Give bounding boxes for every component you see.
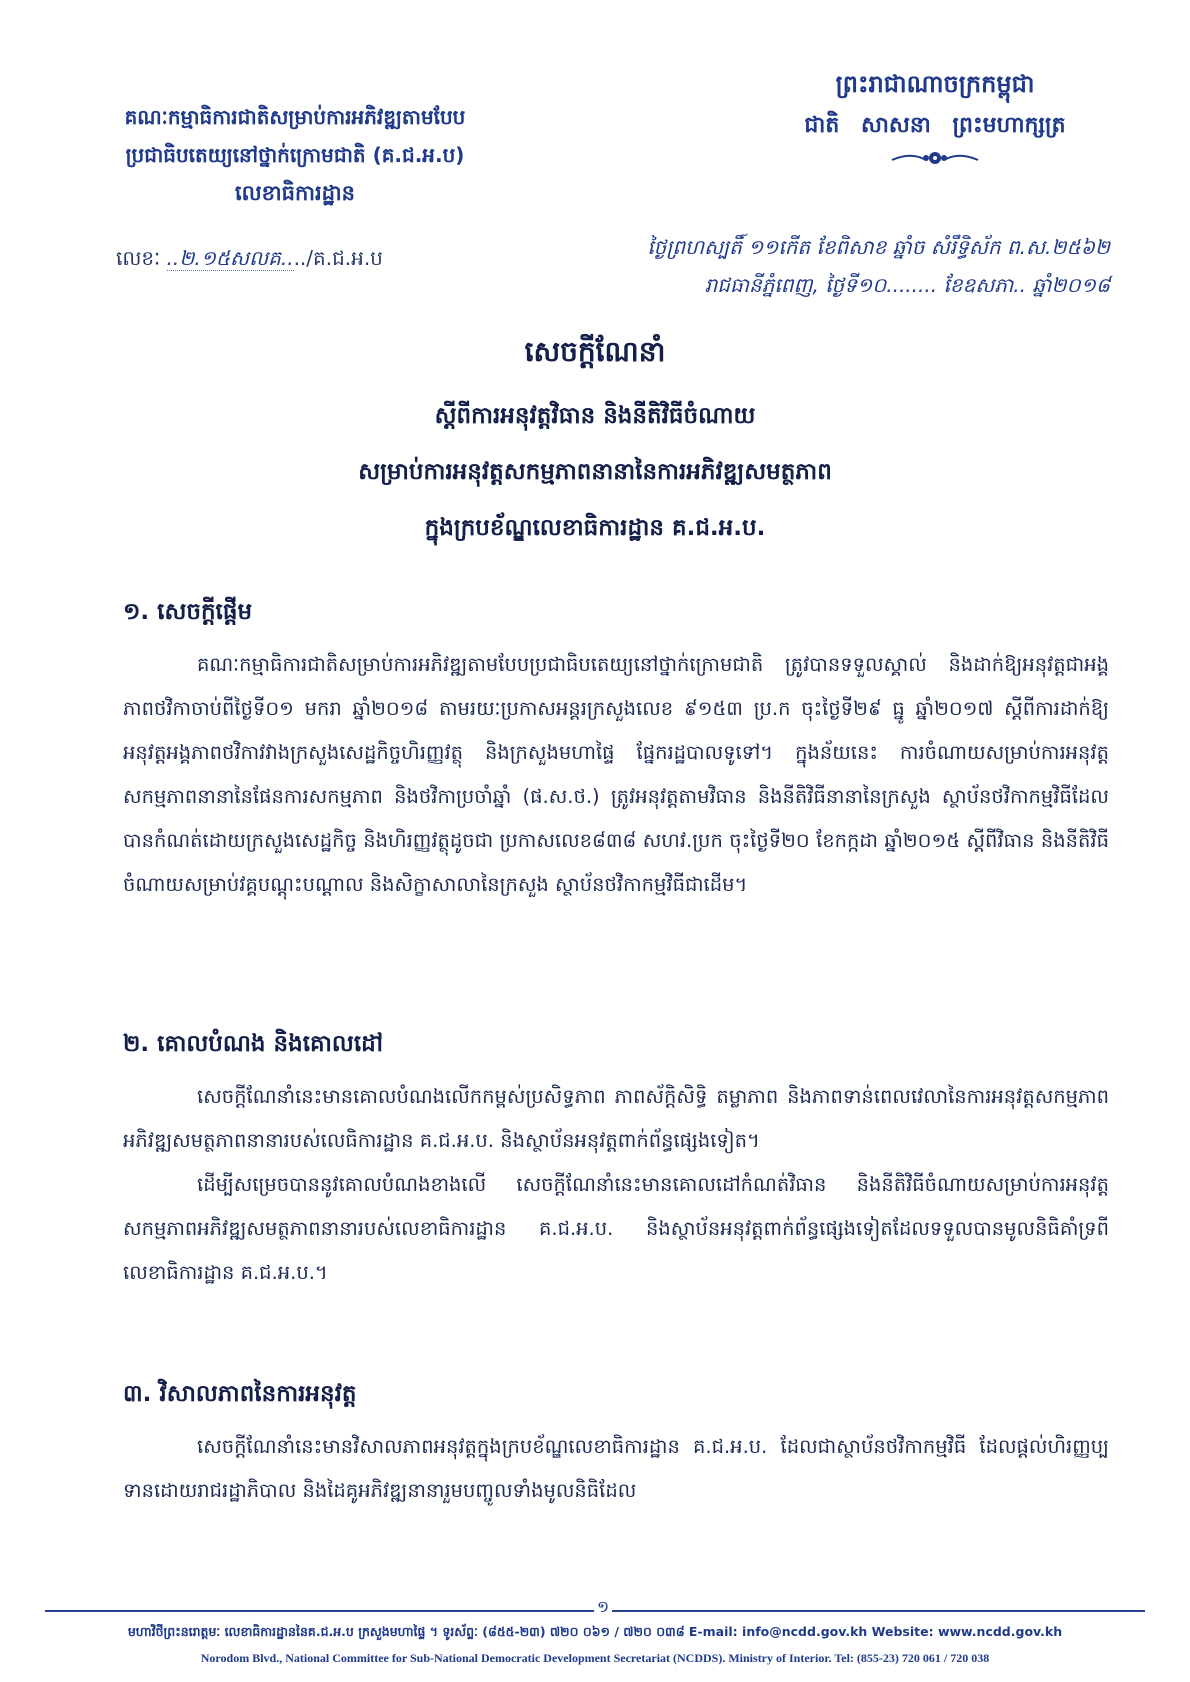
document-title: សេចក្តីណែនាំ [524,335,666,368]
issuer-block [60,98,530,212]
kingdom-title: ព្រះរាជាណាចក្រកម្ពុជា [835,70,1035,98]
page-number: ១ [594,1596,612,1620]
footer-address-english: Norodom Blvd., National Committee for Sub-National Democratic Development Secretariat (NCDDS). Ministry of Interior. Tel: (855-23) 720 061 / 720 038 [200,1651,990,1665]
reference-number [116,245,383,275]
section-3-body [123,1425,1109,1513]
issuer-secretariat: លេខាធិការដ្ឋាន [235,181,355,205]
ornament-icon [770,148,1100,168]
section-1-paragraph-1: គណៈកម្មាធិការជាតិសម្រាប់ការអភិវឌ្ឍតាមបែបប្រជាធិបតេយ្យនៅថ្នាក់ក្រោមជាតិ ត្រូវបានទទួលស្គាល់ និងដាក់ឱ្យអនុវត្តជាអង្គភាពថវិកាចាប់ពីថ្ងៃទី០១ មករា ឆ្នាំ២០១៨ តាមរយៈប្រកាសអន្តរក្រសួងលេខ ៩១៥៣ ប្រ.ក ចុះថ្ងៃទី២៩ ធ្នូ ឆ្នាំ២០១៧ ស្តីពីការដាក់ឱ្យអនុវត្តអង្គភាពថវិកាវវាងក្រសួងសេដ្ឋកិច្ចហិរញ្ញវត្ថុ និងក្រសួងមហាផ្ទៃ ផ្នែករដ្ឋបាលទូទៅ។ ក្នុងន័យនេះ ការចំណាយសម្រាប់ការអនុវត្តសកម្មភាពនានានៃផែនការសកម្មភាព និងថវិកាប្រចាំឆ្នាំ (ផ.ស.ថ.) ត្រូវអនុវត្តតាមវិធាន និងនីតិវិធីនានានៃក្រសួង ស្ថាប័នថវិកាកម្មវិធីដែលបានកំណត់ដោយក្រសួងសេដ្ឋកិច្ច និងហិរញ្ញវត្ថុដូចជា ប្រកាសលេខ៨៣៨ សហវ.ប្រក ចុះថ្ងៃទី២០ ខែកក្កដា ឆ្នាំ២០១៥ ស្តីពីវិធាន និងនីតិវិធីចំណាយសម្រាប់វគ្គបណ្តុះបណ្តាល និងសិក្ខាសាលានៃក្រសួង ស្ថាប័នថវិកាកម្មវិធីជាដើម។ [123,653,1109,896]
section-2-paragraph-2: ដើម្បីសម្រេចបាននូវគោលបំណងខាងលើ សេចក្តីណែនាំនេះមានគោលដៅកំណត់វិធាន និងនីតិវិធីចំណាយសម្រាប់ការអនុវត្តសកម្មភាពអភិវឌ្ឍសមត្ថភាពនានារបស់លេខាធិការដ្ឋាន គ.ជ.អ.ប. និងស្ថាប័នអនុវត្តពាក់ព័ន្ធផ្សេងទៀតដែលទទួលបានមូលនិធិគាំទ្រពីលេខាធិការដ្ឋាន គ.ជ.អ.ប.។ [123,1173,1109,1284]
reference-prefix: លេខៈ [116,246,167,270]
reference-handwritten-number: ..២.១៥សលគ.. [166,246,294,270]
solar-date: រាជធានីភ្នំពេញ, ថ្ងៃទី១០........ ខែឧសភា.. ឆ្នាំ២០១៨ [704,273,1110,297]
national-motto: ជាតិ សាសនា ព្រះមហាក្សត្រ [804,113,1066,138]
issuer-line-1: គណៈកម្មាធិការជាតិសម្រាប់ការអភិវឌ្ឍតាមបែប [124,105,466,129]
section-2-heading: ២. គោលបំណង និងគោលដៅ [123,1031,384,1057]
section-1-body [123,643,1109,907]
section-3-paragraph-1: សេចក្តីណែនាំនេះមានវិសាលភាពអនុវត្តក្នុងក្របខ័ណ្ឌលេខាធិការដ្ឋាន គ.ជ.អ.ប. ដែលជាស្ថាប័នថវិកាកម្មវិធី ដែលផ្តល់ហិរញ្ញប្បទានដោយរាជរដ្ឋាភិបាល និងដៃគូអភិវឌ្ឍនានារួមបញ្ចូលទាំងមូលនិធិដែល [123,1435,1109,1502]
document-subtitle-1: ស្តីពីការអនុវត្តវិធាន និងនីតិវិធីចំណាយ [434,403,756,429]
lunar-date: ថ្ងៃព្រហស្បតិ៍ ១១កើត ខែពិសាខ ឆ្នាំច សំរឹទ្ធិស័ក ព.ស.២៥៦២ [647,235,1110,259]
footer-address-khmer: មហាវិថីព្រះនរោត្តមៈ លេខាធិការដ្ឋាននៃគ.ជ.អ.ប ក្រសួងមហាផ្ទៃ ។ ទូរស័ព្ទៈ (៨៥៥-២៣) ៧២០ ០៦១ / ៧២០ ០៣៨ E-mail: info@ncdd.gov.kh Website: www.ncdd.gov.kh [127,1624,1063,1639]
section-2-body [123,1075,1109,1295]
section-2-paragraph-1: សេចក្តីណែនាំនេះមានគោលបំណងលើកកម្ពស់ប្រសិទ្ធភាព ភាពស័ក្តិសិទ្ធិ តម្លាភាព និងភាពទាន់ពេលវេលានៃការអនុវត្តសកម្មភាពអភិវឌ្ឍសមត្ថភាពនានារបស់លេធិការដ្ឋាន គ.ជ.អ.ប. និងស្ថាប័នអនុវត្តពាក់ព័ន្ធផ្សេងទៀត។ [123,1085,1109,1152]
section-1-heading: ១. សេចក្តីផ្តើម [123,599,253,625]
section-3-heading: ៣. វិសាលភាពនៃការអនុវត្ត [123,1381,357,1407]
kingdom-block [770,62,1100,168]
date-block [610,228,1110,304]
reference-suffix: ../គ.ជ.អ.ប [293,246,383,270]
issuer-line-2: ប្រជាធិបតេយ្យនៅថ្នាក់ក្រោមជាតិ (គ.ជ.អ.ប) [125,143,465,167]
document-subtitle-2: សម្រាប់ការអនុវត្តសកម្មភាពនានានៃការអភិវឌ្ឍសមត្ថភាព [358,459,832,485]
document-subtitle-3: ក្នុងក្របខ័ណ្ឌលេខាធិការដ្ឋាន គ.ជ.អ.ប. [424,515,766,541]
